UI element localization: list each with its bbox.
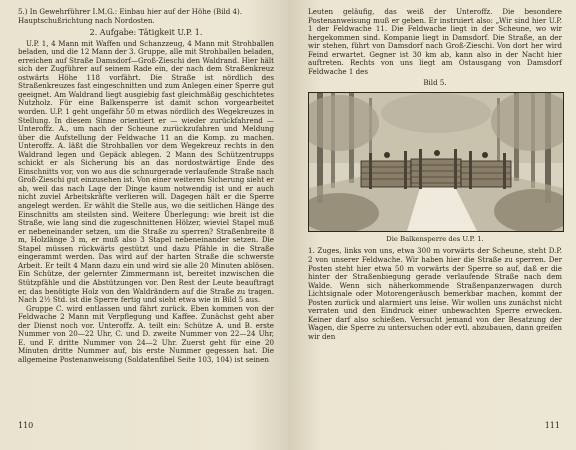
left-paragraph-1: U.P. 1, 4 Mann mit Waffen und Schanzzeug, 4 Mann mit Strohballen beladen, und die 12 Mann der 3. Gruppe, alle mit Strohballen beladen, erreichen auf Straße Damsdorf—Groß-Zieschi den Waldrand. Hier hält sich der Zugführer auf seinem Rade ein, der nach dem Straßenkreuz ostwärts Höhe 118 vorfährt. Die Straße ist nördlich des Straßenkreuzes fast eingeschnitten und zum Anlegen einer Sperre gut geeignet. Am Waldrand liegt ausgiebig fast gleichmäßig geschichtetes Nutzholz. Für eine Balkensperre ist damit schon vorgearbeitet worden. U.P. 1 geht ungefähr 50 m etwas nördlich des Wegekreuzes in Stellung. In diesem Sinne orientiert er — wieder zurückfahrend — Unteroffz. A., um nach der Scheune zurückzufahren und Meldung über die Aufstellung der Feldwache 11 an die Komp. zu machen. Unteroffz. A. läßt die Strohballen vor dem Wegekreuz rechts in den Waldrand legen und Gepäck ablegen. 2 Mann des Schützentrupps schickt er als Sicherung bis an das nordostwärtige Ende des Einschnitts vor, von wo aus die schnurgerade verlaufende Straße nach Groß-Zieschi gut einzusehen ist. Von einer weiteren Sicherung sieht er ab, weil das nach Lage der Dinge kaum notwendig ist und er auch nicht zuviel Arbeitskräfte verlieren will. Dagegen hält er die Sperre angelegt werden. Er wählt die Stelle aus, wo die seitlichen Hänge des Einschnitts am steilsten sind. Weitere Überlegung: wie breit ist die Straße, wie lang sind die zugeschnittenen Hölzer, wieviel Stapel muß er nebeneinander setzen, um die Straße zu sperren? Straßenbreite 8 m, Holzlänge 3 m, er muß also 3 Stapel nebeneinander setzen. Die Stapel müssen rückwärts gestützt und dazu Pfähle in die Straße eingerammt werden. Das wird auf der harten Straße die schwerste Arbeit. Er teilt 4 Mann dazu ein und wird sie alle 20 Minuten ablösen. Ein Schütze, der gelernter Zimmermann ist, bereitet inzwischen die Stützpfähle und die Abstützungen vor. Den Rest der Leute beauftragt er, das benötigte Holz von den Waldrändern auf die Straße zu tragen. Nach 2½ Std. ist die Sperre fertig und sieht etwa wie in Bild 5 aus. bbox=[18, 38, 274, 305]
right-paragraph-2: 1. Zuges, links von uns, etwa 300 m vorwärts der Scheune, steht D.P. 2 von unserer Feldwache. Wir haben hier die Straße zu sperren. Der Posten steht hier etwa 50 m vorwärts der Sperre so auf, daß er die hinter der Straßenbiegung gerade verlaufende Straße nach dem Walde. Wenn sich näherkommende Straßenpanzerwagen durch Lichtsignale oder Motorengeräusch bemerkbar machen, kommt der Posten zurück und alarmiert uns leise. Wir wollen uns zunächst nicht verraten und den Eindruck einer unbewachten Sperre erwecken. Keiner darf also schießen. Versucht jemand von der Besatzung der Wagen, die Sperre zu untersuchen oder evtl. abzubauen, dann greifen wir den bbox=[308, 246, 562, 341]
figure-label: Bild 5. bbox=[423, 78, 447, 88]
right-page-number: 111 bbox=[544, 421, 560, 430]
intro-line-1: 5.) In Gewehrführer I.M.G.: Einbau hier auf der Höhe (Bild 4). bbox=[18, 7, 243, 16]
right-page-text bbox=[308, 8, 562, 341]
left-paragraph-2: Gruppe C. wird entlassen und fährt zurück. Eben kommen von der Feldwache 2 Mann mit Verpflegung und Kaffee. Zunächst geht aber der Dienst noch vor. Unteroffz. A. teilt ein: Schütze A. und B. erste Nummer von 20—22 Uhr, C. und D. zweite Nummer von 22—24 Uhr, E. und F. dritte Nummer von 24—2 Uhr. Zuerst geht für eine 20 Minuten dritte Nummer auf, bis erste Nummer gegessen hat. Die allgemeine Postenanweisung (Soldatenfibel Seite 103, 104) ist seinen bbox=[18, 303, 274, 364]
left-page-text bbox=[18, 8, 274, 364]
intro-line-2: Hauptschußrichtung nach Nordosten. bbox=[18, 15, 155, 25]
right-page bbox=[288, 0, 576, 450]
right-paragraph-1: Leuten geläufig, das weiß der Unteroffz. Die besondere Postenanweisung muß er geben. Er instruiert also: „Wir sind hier U.P. 1 der Feldwache 11. Die Feldwache liegt in der Scheune, wo wir hergekommen sind. Kompanie liegt in Damsdorf. Die Straße, an der wir stehen, führt von Damsdorf nach Groß-Zieschi. Von dort her wird Feind erwartet. Gegner ist 30 km ab, kann also in der Nacht hier auftreten. Rechts von uns liegt am Ostausgang von Damsdorf Feldwache 1 des bbox=[308, 7, 562, 76]
figure-illustration bbox=[308, 92, 564, 232]
section-heading: 2. Aufgabe: Tätigkeit U.P. 1. bbox=[89, 28, 203, 38]
figure-caption: Die Balkensperre des U.P. 1. bbox=[386, 234, 484, 243]
barricade-illustration bbox=[309, 93, 563, 231]
left-page-number: 110 bbox=[18, 421, 34, 430]
